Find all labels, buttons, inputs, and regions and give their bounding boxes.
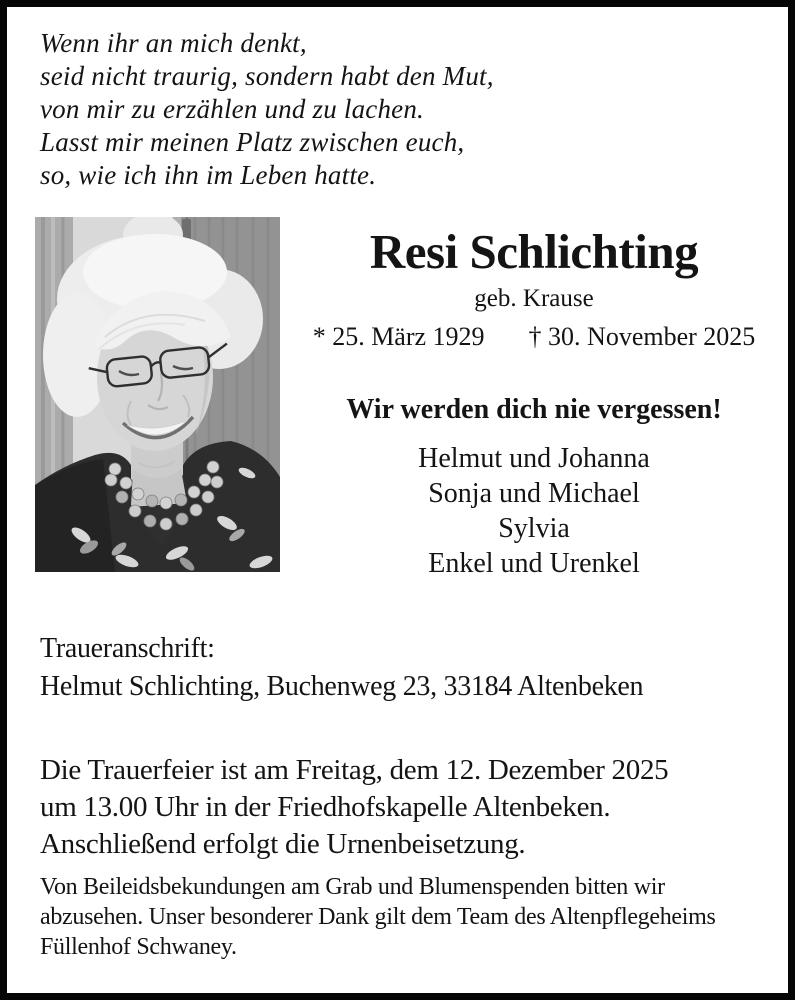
deceased-header [285,225,783,581]
mourner-line: Sonja und Michael [428,478,640,509]
poem-line: so, wie ich ihn im Leben hatte. [40,160,377,190]
mourning-address-label: Traueranschrift: [40,633,215,664]
service-line: Anschließend erfolgt die Urnenbeisetzung. [40,828,526,860]
note-line: Füllenhof Schwaney. [40,934,237,960]
note-line: abzusehen. Unser besonderer Dank gilt dem Team des Altenpflegeheims [40,904,716,930]
maiden-name: geb. Krause [474,285,594,312]
mourning-address [40,630,643,706]
mourners-list [285,441,783,581]
mourner-line: Sylvia [498,513,570,544]
condolence-note [40,872,716,962]
life-dates [285,321,783,353]
mourner-line: Helmut und Johanna [418,443,650,474]
poem-line: von mir zu erzählen und zu lachen. [40,94,425,124]
note-line: Von Beileidsbekundungen am Grab und Blumenspenden bitten wir [40,874,665,900]
poem-line: Wenn ihr an mich denkt, [40,28,307,58]
portrait-illustration [35,217,280,572]
service-line: um 13.00 Uhr in der Friedhofskapelle Altenbeken. [40,791,611,823]
service-line: Die Trauerfeier ist am Freitag, dem 12. Dezember 2025 [40,754,669,786]
funeral-service-info [40,752,668,863]
deceased-name: Resi Schlichting [369,224,699,279]
death-date: † 30. November 2025 [528,322,756,351]
mourner-line: Enkel und Urenkel [428,548,640,579]
mourning-address-value: Helmut Schlichting, Buchenweg 23, 33184 Altenbeken [40,671,644,702]
memorial-poem [40,27,494,192]
birth-date: * 25. März 1929 [312,322,485,351]
poem-line: seid nicht traurig, sondern habt den Mut, [40,61,494,91]
farewell-line: Wir werden dich nie vergessen! [346,394,722,425]
portrait-photo [35,217,280,572]
poem-line: Lasst mir meinen Platz zwischen euch, [40,127,465,157]
